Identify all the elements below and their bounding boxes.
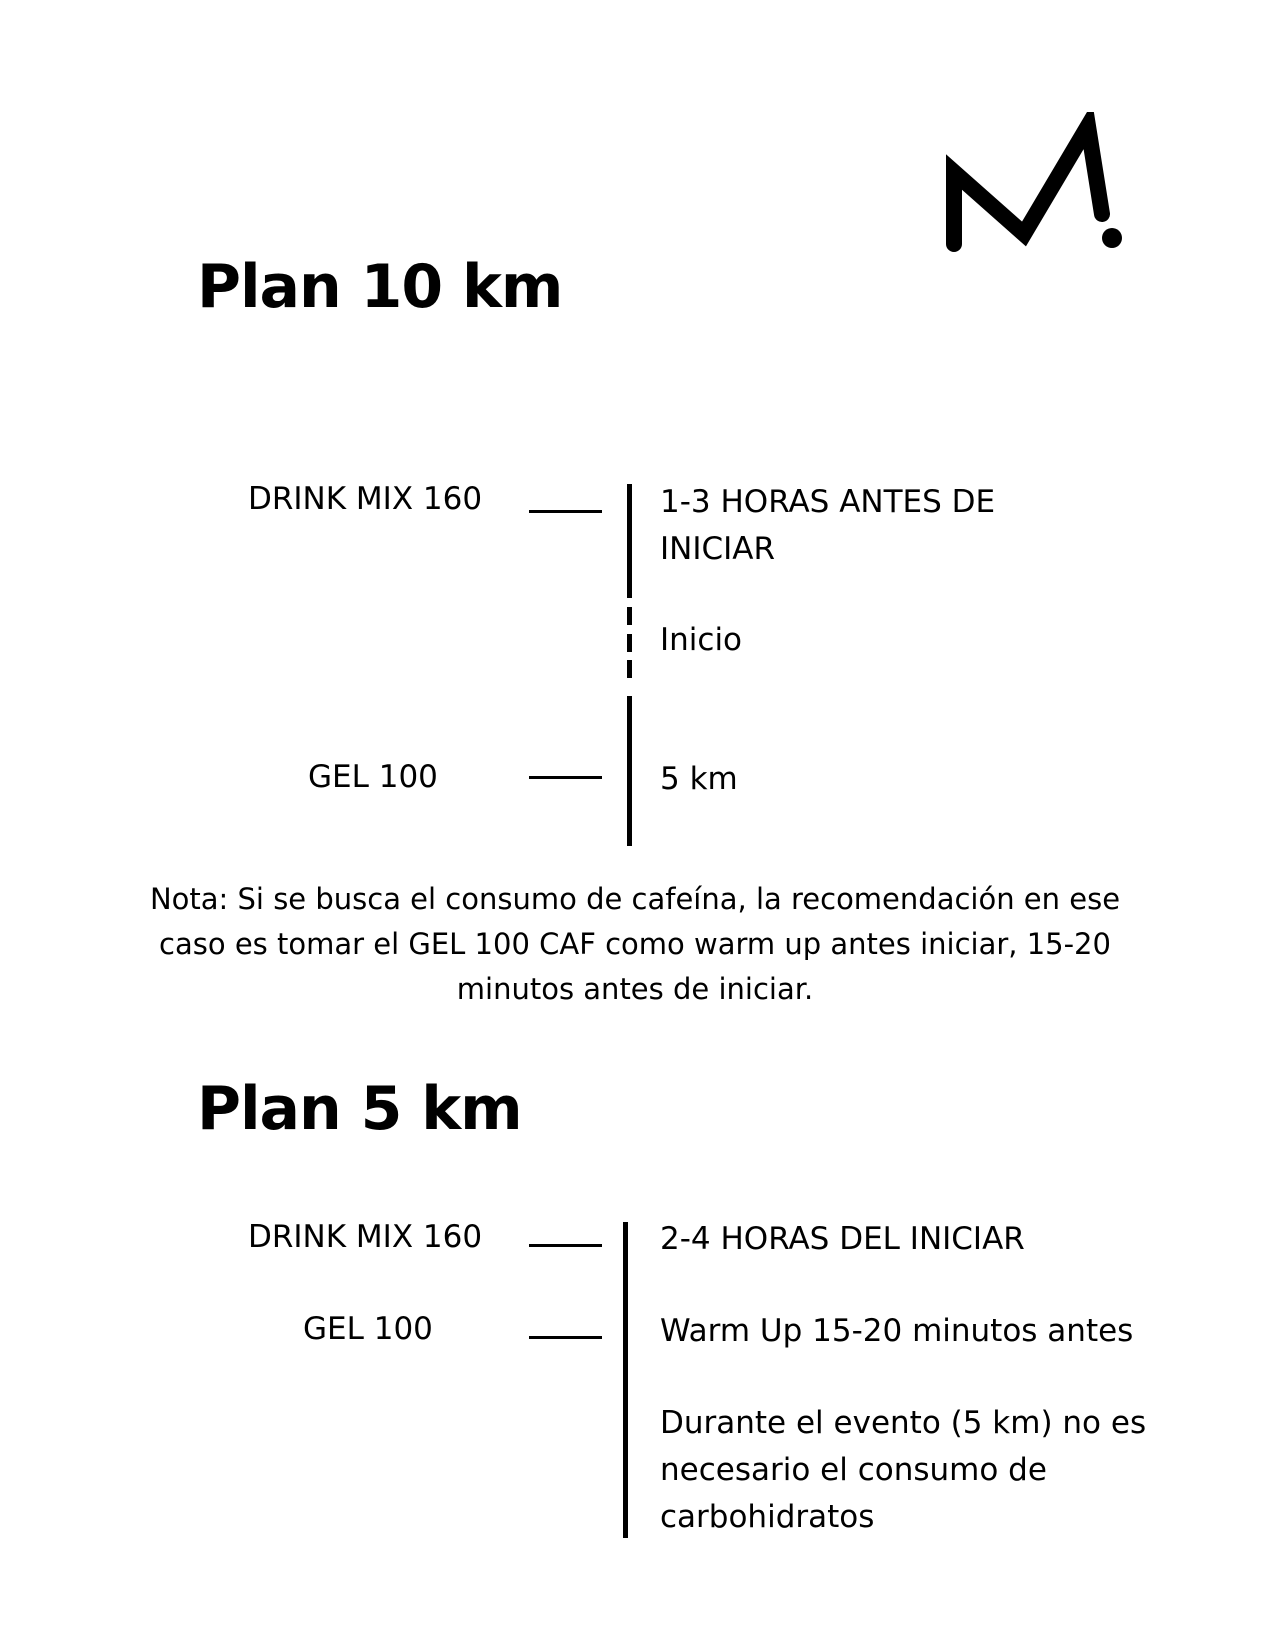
plan-10km-connector-2 [529,776,602,779]
plan-5km-connector-1 [529,1244,602,1247]
plan-5km-step-warm-up: Warm Up 15-20 minutos antes [660,1313,1134,1349]
plan-10km-timeline-dash-1 [627,607,632,625]
plan-5km-timeline [623,1222,628,1538]
plan-10km-note: Nota: Si se busca el consumo de cafeína, la recomendación en ese caso es tomar el GEL 100 CAF como warm up antes iniciar, 15-20 minutos antes de iniciar. [149,882,1121,1006]
plan-5km-product-gel: GEL 100 [303,1311,433,1347]
plan-5km-connector-2 [529,1336,602,1339]
plan-10km-product-drink-mix: DRINK MIX 160 [248,481,483,517]
plan-10km-timeline-top [627,484,632,598]
plan-10km-step-5km: 5 km [660,761,738,797]
plan-10km-timeline-dash-2 [627,634,632,652]
plan-5km-step-before: 2-4 HORAS DEL INICIAR [660,1221,1025,1257]
plan-10km-timeline-bottom [627,696,632,846]
plan-10km-connector-1 [529,510,602,513]
plan-5km-title: Plan 5 km [197,1074,522,1144]
plan-10km-title: Plan 10 km [197,252,563,322]
m-exclamation-logo-icon [944,112,1124,262]
plan-10km-product-gel: GEL 100 [308,759,438,795]
plan-10km-timeline-dash-3 [627,660,632,678]
plan-10km-step-before: 1-3 HORAS ANTES DE INICIAR [660,484,996,567]
plan-5km-product-drink-mix: DRINK MIX 160 [248,1219,483,1255]
plan-10km-step-inicio: Inicio [660,622,743,658]
plan-5km-step-during: Durante el evento (5 km) no es necesario el consumo de carbohidratos [660,1405,1147,1535]
